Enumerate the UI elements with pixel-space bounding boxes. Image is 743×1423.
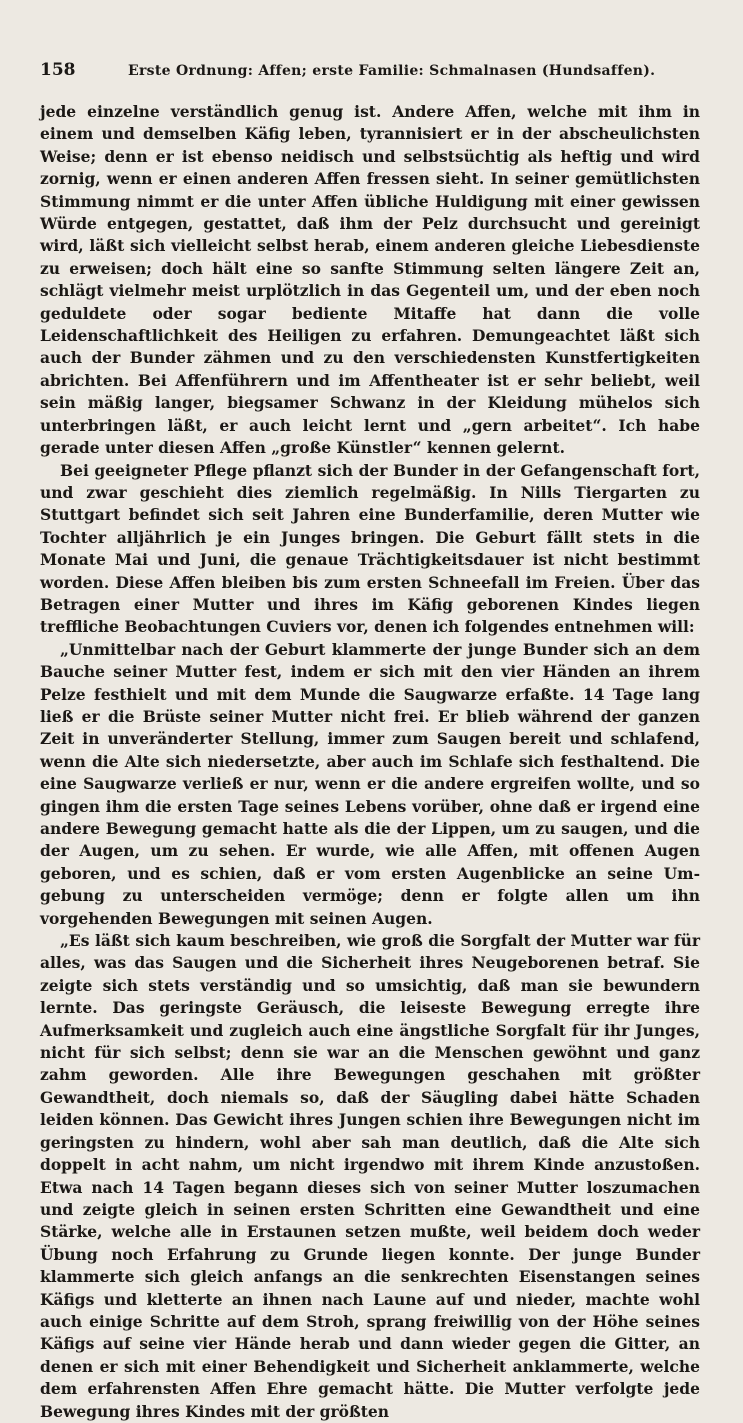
paragraph: jede einzelne verständlich genug ist. Andere Affen, welche mit ihm in einem und demselben Käfig leben, tyrannisiert er in der abscheulichsten Weise; denn er ist ebenso neidisch und selbstsüchtig als heftig und wird zornig, wenn er einen anderen Affen fressen sieht. In seiner gemütlichsten Stimmung nimmt er die unter Affen übliche Huldigung mit einer gewissen Würde entgegen, gestattet, daß ihm der Pelz durchsucht und gereinigt wird, läßt sich vielleicht selbst herab, einem anderen gleiche Liebesdienste zu erweisen; doch hält eine so sanfte Stimmung selten längere Zeit an, schlägt vielmehr meist urplötzlich in das Gegenteil um, und der eben noch geduldete oder sogar bediente Mitaffe hat dann die volle Leidenschaftlichkeit des Heiligen zu erfahren. Demungeachtet läßt sich auch der Bunder zähmen und zu den verschiedensten Kunstfertigkeiten abrichten. Bei Affenführern und im Affentheater ist er sehr beliebt, weil sein mäßig langer, biegsamer Schwanz in der Kleidung mühelos sich unterbringen läßt, er auch leicht lernt und „gern arbeitet“. Ich habe gerade unter diesen Affen „große Künstler“ kennen gelernt.	[40, 102, 700, 458]
paragraph: „Unmittelbar nach der Geburt klammerte der junge Bunder sich an dem Bauche seiner Mutter fest, indem er sich mit den vier Händen an ihrem Pelze festhielt und mit dem Munde die Saugwarze erfaßte. 14 Tage lang ließ er die Brüste seiner Mutter nicht frei. Er blieb während der ganzen Zeit in unveränderter Stellung, immer zum Saugen bereit und schlafend, wenn die Alte sich niedersetzte, aber auch im Schlafe sich festhaltend. Die eine Saugwarze verließ er nur, wenn er die andere ergreifen wollte, und so gingen ihm die ersten Tage seines Lebens vorüber, ohne daß er irgend eine andere Bewegung gemacht hatte als die der Lippen, um zu saugen, und die der Augen, um zu sehen. Er wurde, wie alle Affen, mit offenen Augen geboren, und es schien, daß er vom ersten Augenblicke an seine Umgebung zu unterscheiden vermöge; denn er folgte allen um ihn vorgehenden Bewegungen mit seinen Augen.	[40, 639, 700, 928]
page-header	[40, 60, 700, 80]
paragraph: „Es läßt sich kaum beschreiben, wie groß die Sorgfalt der Mutter war für alles, was das Saugen und die Sicherheit ihres Neugeborenen betraf. Sie zeigte sich stets verständig und so umsichtig, daß man sie bewundern lernte. Das geringste Geräusch, die leiseste Bewegung erregte ihre Aufmerksamkeit und zugleich auch eine ängstliche Sorgfalt für ihr Junges, nicht für sich selbst; denn sie war an die Menschen gewöhnt und ganz zahm geworden. Alle ihre Bewegungen geschahen mit größter Gewandtheit, doch niemals so, daß der Säugling dabei hätte Schaden leiden können. Das Gewicht ihres Jungen schien ihre Bewegungen nicht im geringsten zu hindern, wohl aber sah man deutlich, daß die Alte sich doppelt in acht nahm, um nicht irgendwo mit ihrem Kinde anzustoßen. Etwa nach 14 Tagen begann dieses sich von seiner Mutter loszumachen und zeigte gleich in seinen ersten Schritten eine Gewandtheit und eine Stärke, welche alle in Erstaunen setzen mußte, weil beidem doch weder Übung noch Erfahrung zu Grunde liegen konnte. Der junge Bunder klammerte sich gleich anfangs an die senkrechten Eisenstangen seines Käfigs und kletterte an ihnen nach Laune auf und nieder, machte wohl auch einige Schritte auf dem Stroh, sprang freiwillig von der Höhe seines Käfigs auf seine vier Hände herab und dann wieder gegen die Gitter, an denen er sich mit einer Behendigkeit und Sicherheit anklammerte, welche dem erfahrensten Affen Ehre gemacht hätte. Die Mutter verfolgte jede Bewegung ihres Kindes mit der größten	[40, 931, 700, 1421]
paragraph: Bei geeigneter Pflege pflanzt sich der Bunder in der Gefangenschaft fort, und zwar geschieht dies ziemlich regelmäßig. In Nills Tiergarten zu Stuttgart befindet sich seit Jahren eine Bunderfamilie, deren Mutter wie Tochter alljährlich je ein Junges bringen. Die Geburt fällt stets in die Monate Mai und Juni, die genaue Trächtigkeitsdauer ist nicht bestimmt worden. Diese Affen bleiben bis zum ersten Schneefall im Freien. Über das Betragen einer Mutter und ihres im Käfig geborenen Kindes liegen treffliche Beobachtungen Cuviers vor, denen ich folgendes entnehmen will:	[40, 460, 700, 637]
running-head: Erste Ordnung: Affen; erste Familie: Schmalnasen (Hundsaffen).	[128, 63, 656, 79]
body-text	[40, 101, 700, 1423]
page-number: 158	[40, 60, 76, 80]
